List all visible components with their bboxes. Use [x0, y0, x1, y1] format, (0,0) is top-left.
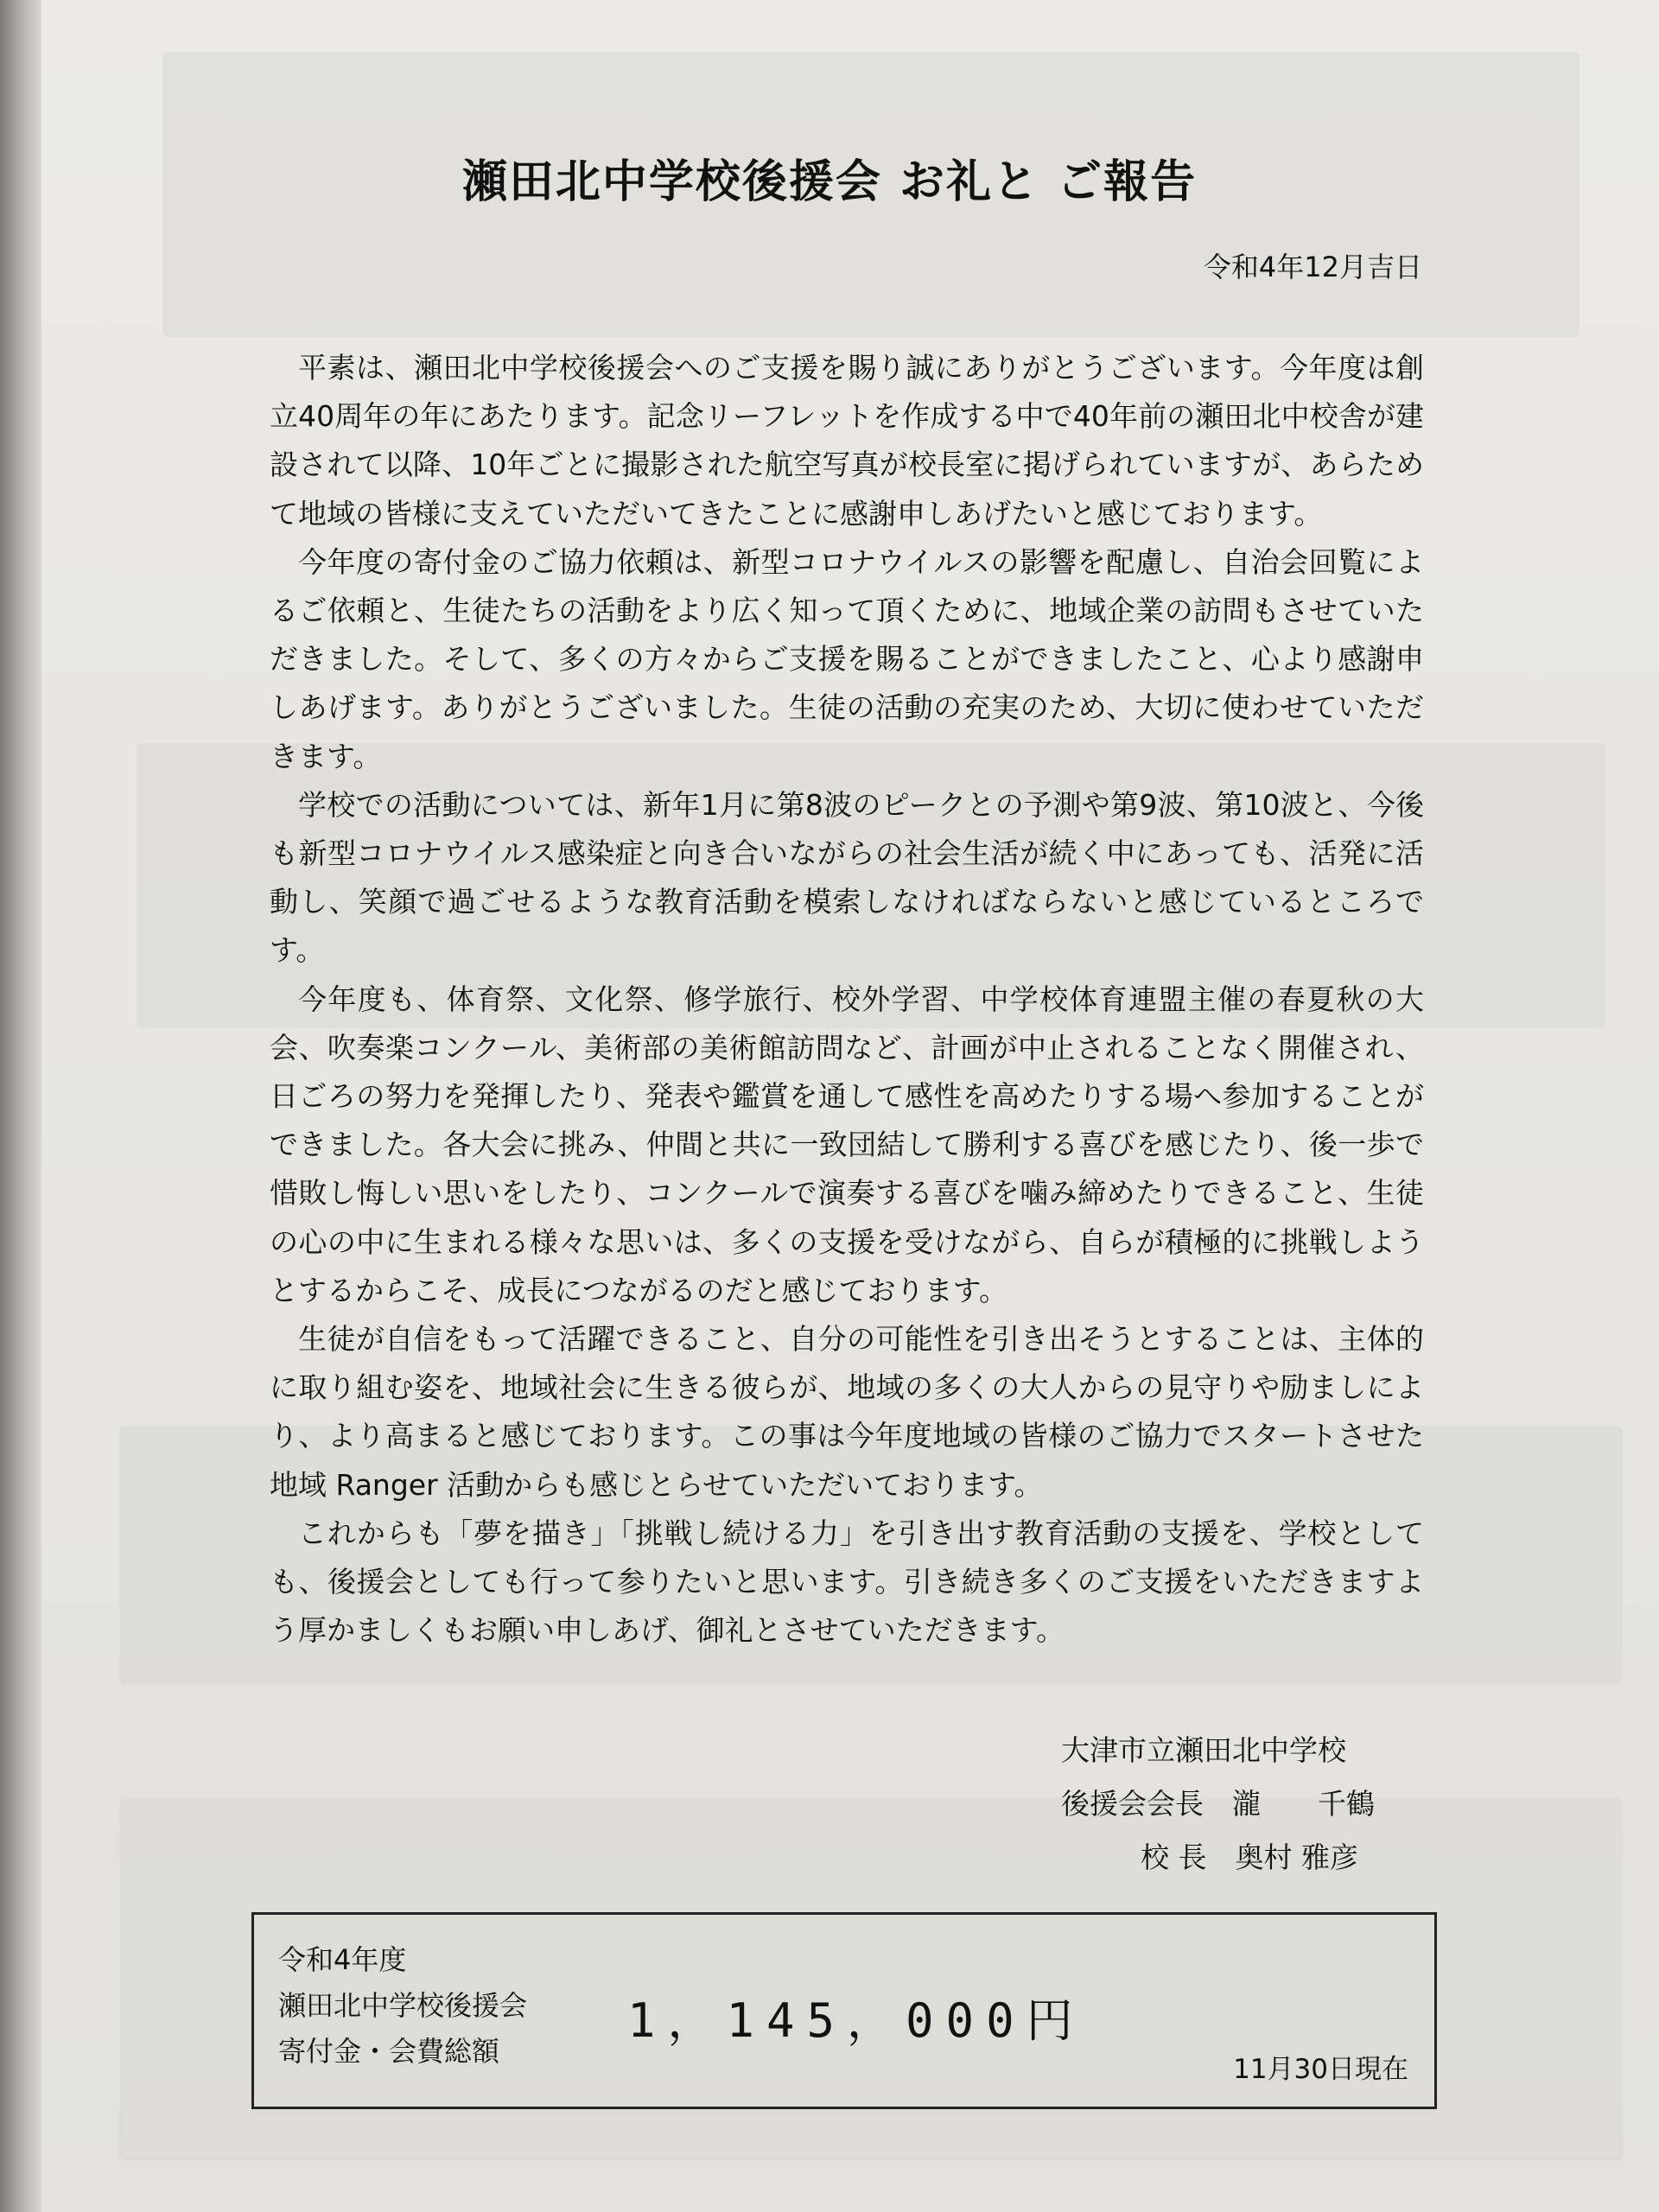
signature-block [1061, 1724, 1375, 1885]
summary-label-org: 瀬田北中学校後援会 [278, 1989, 528, 2022]
document-body [270, 344, 1424, 1655]
summary-as-of: 11月30日現在 [1233, 2054, 1408, 2085]
donation-summary-box [251, 1912, 1437, 2109]
scan-left-edge [0, 0, 41, 2212]
paragraph: 生徒が自信をもって活躍できること、自分の可能性を引き出そうとすることは、主体的に取り組む姿を、地域社会に生きる彼らが、地域の多くの大人からの見守りや励ましにより、より高まると感じております。この事は今年度地域の皆様のご協力でスタートさせた地域 Ranger 活動からも感じとらせていただいております。 [270, 1322, 1424, 1502]
document-date: 令和4年12月吉日 [1203, 251, 1422, 283]
signature-principal: 校 長 奥村 雅彦 [1141, 1840, 1358, 1874]
summary-label [278, 1937, 527, 2075]
signature-chair: 後援会会長 瀧 千鶴 [1061, 1787, 1375, 1821]
paragraph: 今年度も、体育祭、文化祭、修学旅行、校外学習、中学校体育連盟主催の春夏秋の大会、吹奏楽コンクール、美術部の美術館訪問など、計画が中止されることなく開催され、日ごろの努力を発揮したり、発表や鑑賞を通して感性を高めたりする場へ参加することができました。各大会に挑み、仲間と共に一致団結して勝利する喜びを感じたり、後一歩で惜敗し悔しい思いをしたり、コンクールで演奏する喜びを噛み締めたりできること、生徒の心の中に生まれる様々な思いは、多くの支援を受けながら、自らが積極的に挑戦しようとするからこそ、成長につながるのだと感じております。 [270, 982, 1425, 1307]
summary-label-desc: 寄付金・会費総額 [278, 2035, 500, 2068]
document-title: 瀬田北中学校後援会 お礼と ご報告 [461, 156, 1198, 208]
summary-label-year: 令和4年度 [278, 1943, 407, 1976]
paragraph: これからも「夢を描き」「挑戦し続ける力」を引き出す教育活動の支援を、学校としても、後援会としても行って参りたいと思います。引き続き多くのご支援をいただきますよう厚かましくもお願い申しあげ、御礼とさせていただきます。 [270, 1516, 1424, 1648]
signature-school: 大津市立瀬田北中学校 [1061, 1733, 1346, 1767]
paragraph: 今年度の寄付金のご協力依頼は、新型コロナウイルスの影響を配慮し、自治会回覧によるご依頼と、生徒たちの活動をより広く知って頂くために、地域企業の訪問もさせていただきました。そして、多くの方々からご支援を賜ることができましたこと、心より感謝申しあげます。ありがとうございました。生徒の活動の充実のため、大切に使わせていただきます。 [270, 544, 1424, 773]
paragraph: 学校での活動については、新年1月に第8波のピークとの予測や第9波、第10波と、今後も新型コロナウイルス感染症と向き合いながらの社会生活が続く中にあっても、活発に活動し、笑顔で過ごせるような教育活動を模索しなければならないと感じているところです。 [270, 787, 1424, 968]
paragraph: 平素は、瀬田北中学校後援会へのご支援を賜り誠にありがとうございます。今年度は創立40周年の年にあたります。記念リーフレットを作成する中で40年前の瀬田北中校舎が建設されて以降、10年ごとに撮影された航空写真が校長室に掲げられていますが、あらためて地域の皆様に支えていただいてきたことに感謝申しあげたいと感じております。 [270, 351, 1424, 531]
summary-amount: 1，145，000円 [627, 1993, 1085, 2048]
